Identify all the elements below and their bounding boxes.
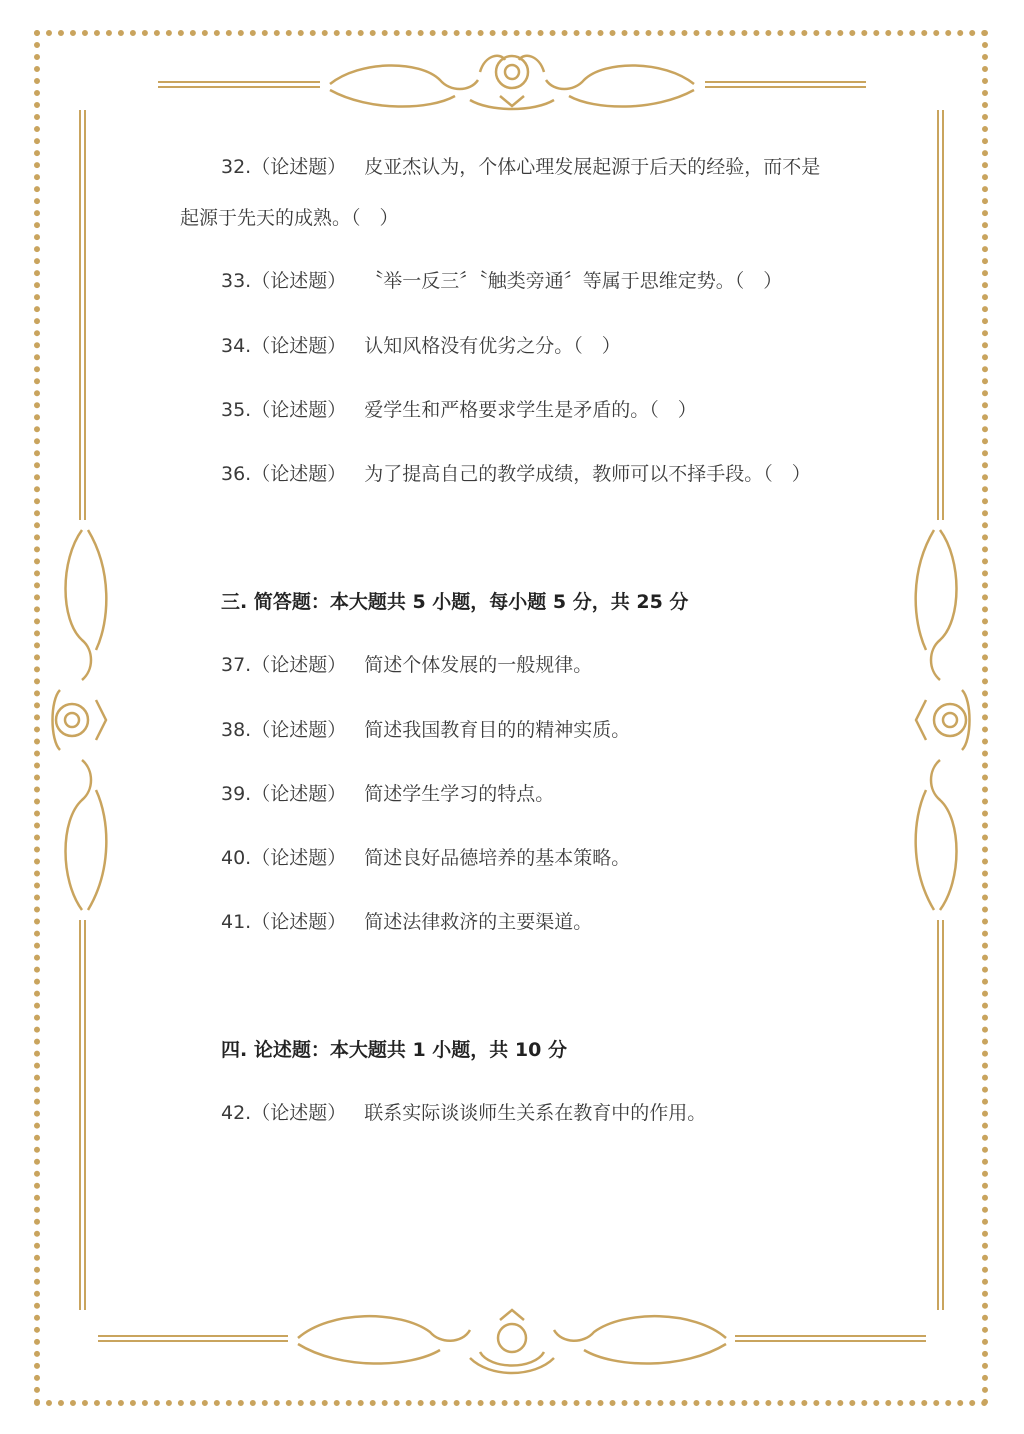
section-heading-short-answer: 三. 简答题：本大题共 5 小题，每小题 5 分，共 25 分: [221, 591, 689, 613]
question-text: 皮亚杰认为，个体心理发展起源于后天的经验，而不是: [364, 156, 821, 178]
question-39: [221, 781, 554, 807]
question-text: 〝举一反三〞〝触类旁通〞等属于思维定势。（ ）: [364, 270, 783, 292]
question-41: [221, 909, 592, 935]
question-36: [221, 461, 811, 487]
question-type: （论述题）: [251, 1102, 347, 1124]
question-type: （论述题）: [251, 911, 347, 933]
question-37: [221, 652, 592, 678]
question-32: [221, 154, 820, 180]
question-number: 38.: [221, 719, 252, 741]
question-text: 爱学生和严格要求学生是矛盾的。（ ）: [364, 399, 697, 421]
question-type: （论述题）: [251, 399, 347, 421]
question-type: （论述题）: [251, 156, 347, 178]
question-number: 41.: [221, 911, 252, 933]
question-text: 联系实际谈谈师生关系在教育中的作用。: [364, 1102, 707, 1124]
question-type: （论述题）: [251, 847, 347, 869]
question-number: 42.: [221, 1102, 252, 1124]
question-33: [221, 268, 782, 294]
section-heading-essay: 四. 论述题：本大题共 1 小题，共 10 分: [221, 1039, 567, 1061]
question-number: 40.: [221, 847, 252, 869]
question-type: （论述题）: [251, 719, 347, 741]
question-text: 简述我国教育目的的精神实质。: [364, 719, 631, 741]
question-number: 34.: [221, 335, 252, 357]
question-number: 32.: [221, 156, 252, 178]
question-32-continuation: [180, 205, 399, 231]
question-42: [221, 1100, 706, 1126]
question-number: 35.: [221, 399, 252, 421]
question-text: 简述法律救济的主要渠道。: [364, 911, 593, 933]
question-type: （论述题）: [251, 335, 347, 357]
question-number: 37.: [221, 654, 252, 676]
question-text: 简述学生学习的特点。: [364, 783, 555, 805]
question-number: 33.: [221, 270, 252, 292]
question-type: （论述题）: [251, 783, 347, 805]
question-38: [221, 717, 630, 743]
question-text: 起源于先天的成熟。（ ）: [180, 207, 399, 229]
question-40: [221, 845, 630, 871]
question-34: [221, 333, 621, 359]
question-type: （论述题）: [251, 270, 347, 292]
question-text: 简述良好品德培养的基本策略。: [364, 847, 631, 869]
question-number: 36.: [221, 463, 252, 485]
question-text: 认知风格没有优劣之分。（ ）: [364, 335, 621, 357]
question-type: （论述题）: [251, 654, 347, 676]
question-type: （论述题）: [251, 463, 347, 485]
question-number: 39.: [221, 783, 252, 805]
question-text: 为了提高自己的教学成绩，教师可以不择手段。（ ）: [364, 463, 811, 485]
question-text: 简述个体发展的一般规律。: [364, 654, 593, 676]
question-35: [221, 397, 697, 423]
